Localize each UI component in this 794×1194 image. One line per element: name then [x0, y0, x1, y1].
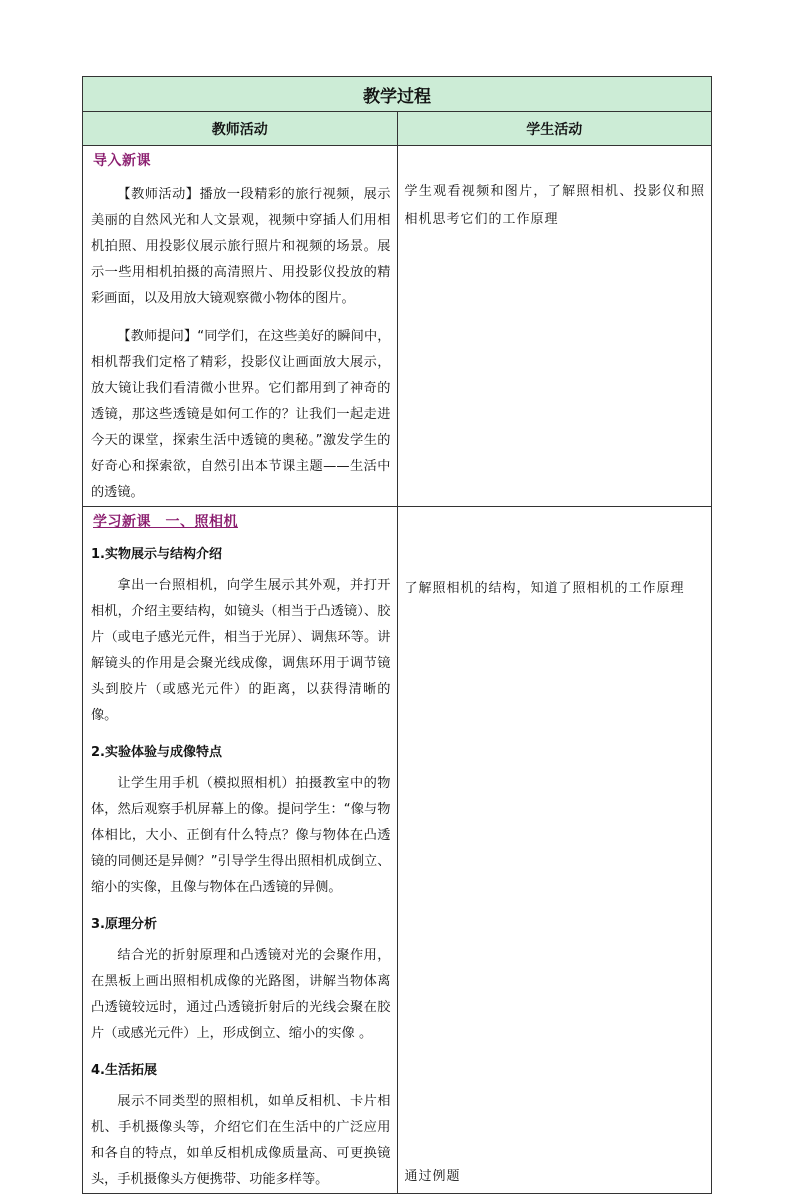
item1-title: 1.实物展示与结构介绍 — [91, 547, 222, 562]
student-activity-header: 学生活动 — [397, 112, 712, 146]
lesson-student-cell — [397, 507, 712, 1194]
item2-text: 让学生用手机（模拟照相机）拍摄教室中的物体，然后观察手机屏幕上的像。提问学生：“像与物体相比，大小、正倒有什么特点？像与物体在凸透镜的同侧还是异侧？”引导学生得出照相机成倒立、缩小的实像，且像与物体在凸透镜的异侧。 — [91, 776, 391, 895]
intro-cell — [83, 146, 398, 507]
item3-text: 结合光的折射原理和凸透镜对光的会聚作用，在黑板上画出照相机成像的光路图，讲解当物体离凸透镜较远时，通过凸透镜折射后的光线会聚在胶片（或感光元件）上，形成倒立、缩小的实像 。 — [91, 948, 391, 1041]
teacher-activity-header: 教师活动 — [83, 112, 398, 146]
item3-title: 3.原理分析 — [91, 917, 157, 932]
lesson-student-activity: 了解照相机的结构，知道了照相机的工作原理 — [404, 581, 685, 596]
item4-title: 4.生活拓展 — [91, 1063, 157, 1078]
lesson-heading: 学习新课 一、照相机 — [93, 514, 238, 530]
item2-title: 2.实验体验与成像特点 — [91, 745, 222, 760]
item4-text: 展示不同类型的照相机，如单反相机、卡片相机、手机摄像头等，介绍它们在生活中的广泛应用和各自的特点，如单反相机成像质量高、可更换镜头，手机摄像头方便携带、功能多样等。 — [91, 1094, 391, 1187]
intro-student-activity: 学生观看视频和图片，了解照相机、投影仪和照相机思考它们的工作原理 — [404, 184, 705, 227]
item1-text: 拿出一台照相机，向学生展示其外观，并打开相机，介绍主要结构，如镜头（相当于凸透镜）、胶片（或电子感光元件，相当于光屏）、调焦环等。讲解镜头的作用是会聚光线成像，调焦环用于调节镜头到胶片（或感光元件）的距离，以获得清晰的像。 — [91, 578, 391, 723]
table-title: 教学过程 — [83, 77, 712, 112]
teaching-process-table — [82, 76, 712, 1194]
intro-student-cell — [397, 146, 712, 507]
lesson-cell — [83, 507, 398, 1194]
intro-teacher-activity: 【教师活动】播放一段精彩的旅行视频，展示美丽的自然风光和人文景观，视频中穿插人们用相机拍照、用投影仪展示旅行照片和视频的场景。展示一些用相机拍摄的高清照片、用投影仪投放的精彩画面，以及用放大镜观察微小物体的图片。 — [91, 187, 391, 306]
intro-teacher-question: 【教师提问】“同学们，在这些美好的瞬间中，相机帮我们定格了精彩，投影仪让画面放大展示，放大镜让我们看清微小世界。它们都用到了神奇的透镜，那这些透镜是如何工作的？让我们一起走进今天的课堂，探索生活中透镜的奥秘。”激发学生的好奇心和探索欲，自然引出本节课主题——生活中的透镜。 — [91, 329, 391, 500]
intro-heading: 导入新课 — [93, 153, 151, 169]
lesson-student-activity-continued: 通过例题 — [404, 1169, 461, 1184]
